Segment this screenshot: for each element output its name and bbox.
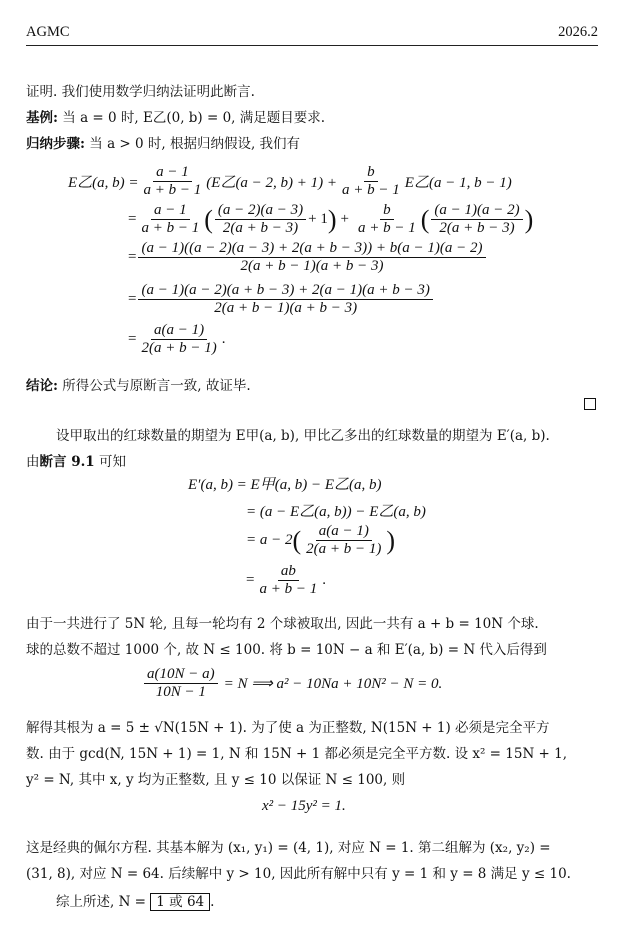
eq1-text: E乙(a − 1, b − 1) (404, 175, 512, 191)
eq3-frac: $\frac{a(10N - a)}{10N - 1}$ (144, 666, 218, 701)
proof-intro: 证明. 我们使用数学归纳法证明此断言. (26, 84, 255, 100)
eq2-text: = (a − E乙(a, b)) − E乙(a, b) (246, 504, 426, 520)
final-answer (56, 890, 214, 910)
eq2-text: E′(a, b) = E甲(a, b) − E乙(a, b) (188, 477, 382, 493)
eq1-row5: = $\frac{a(a - 1)}{2(a + b - 1)}$ . (128, 322, 226, 356)
text: 由 (26, 454, 40, 470)
eq1-frac: $\frac{(a - 1)((a - 2)(a - 3) + 2(a + b - 3)) + b(a - 1)(a - 2)}{2(a + b - 1)(a + b - 3)}$ (138, 240, 485, 275)
eq1-frac: $\frac{b}{a + b - 1}$ (357, 202, 416, 236)
step-label: 归纳步骤: (26, 136, 85, 152)
assertion-ref: 断言 9.1 (39, 454, 95, 470)
eq2-row4: = $\frac{ab}{a + b - 1}$ . (246, 563, 326, 597)
para1-line2 (26, 450, 126, 470)
eq-sign: = (128, 211, 137, 227)
base-case (26, 106, 325, 126)
eq1-frac: $\frac{a - 1}{a + b - 1}$ (143, 164, 202, 198)
eq1-row4 (128, 282, 435, 317)
answer-box: 1 或 64 (150, 893, 210, 911)
eq4 (262, 798, 346, 815)
base-text: 当 a = 0 时, E乙(0, b) = 0, 满足题目要求. (62, 110, 326, 126)
page-header (26, 24, 598, 46)
eq1-row2: = $\frac{a - 1}{a + b - 1}$ ( $\frac{(a - 2)(a - 3)}{2(a + b - 3)}$ + 1 ) + $\frac{b}{a + b - 1}$ ( $\frac{(a - 1)(a - 2)}{2(a + b - 3)}$ ) (128, 202, 534, 236)
eq-sign: = (128, 331, 137, 347)
header-rule (26, 45, 598, 46)
para1-line1: 设甲取出的红球数量的期望为 E甲(a, b), 甲比乙多出的红球数量的期望为 E′(a, b). (56, 428, 550, 444)
para4-line2: (31, 8), 对应 N = 64. 后续解中 y > 10, 因此所有解中只有 y = 1 和 y = 8 满足 y ≤ 10. (26, 866, 571, 882)
conclusion-text: 所得公式与原断言一致, 故证毕. (62, 378, 251, 394)
para2-line1: 由于一共进行了 5N 轮, 且每一轮均有 2 个球被取出, 因此一共有 a + b = 10N 个球. (26, 616, 539, 632)
eq2-row2 (246, 500, 426, 521)
eq1-frac: $\frac{a(a - 1)}{2(a + b - 1)}$ (141, 322, 217, 356)
eq-sign: = (128, 291, 137, 307)
eq1-text: + (340, 211, 349, 227)
inductive-step (26, 132, 300, 152)
eq2-frac: $\frac{ab}{a + b - 1}$ (259, 563, 318, 597)
eq1-frac: $\frac{(a - 1)(a - 2)}{2(a + b - 3)}$ (431, 202, 522, 237)
eq1-row3 (128, 240, 488, 275)
eq1-frac: $\frac{b}{a + b - 1}$ (342, 164, 400, 198)
para4-line1: 这是经典的佩尔方程. 其基本解为 (x₁, y₁) = (4, 1), 对应 N = 1. 第二组解为 (x₂, y₂) = (26, 840, 551, 856)
eq3 (142, 666, 442, 701)
eq-sign: = (246, 572, 255, 588)
para2-line2: 球的总数不超过 1000 个, 故 N ≤ 100. 将 b = 10N − a 和 E′(a, b) = N 代入后得到 (26, 642, 547, 658)
conclusion (26, 374, 251, 394)
text: 可知 (98, 454, 126, 470)
para3-line1: 解得其根为 a = 5 ± √N(15N + 1). 为了使 a 为正整数, N(15N + 1) 必须是完全平方 (26, 720, 550, 736)
conclusion-label: 结论: (26, 378, 58, 394)
eq2-row3: = a − 2 ( $\frac{a(a - 1)}{2(a + b - 1)}$ ) (246, 523, 396, 557)
para3-line2: 数. 由于 gcd(N, 15N + 1) = 1, N 和 15N + 1 都必须是完全平方数. 设 x² = 15N + 1, (26, 746, 568, 762)
eq1-text: + 1 (308, 211, 328, 227)
base-label: 基例: (26, 110, 58, 126)
final-text: . (210, 894, 215, 910)
eq1-frac: $\frac{(a - 1)(a - 2)(a + b - 3) + 2(a - 1)(a + b - 3)}{2(a + b - 1)(a + b - 3)}$ (138, 282, 432, 317)
pell-equation: x² − 15y² = 1. (262, 798, 346, 814)
eq-sign: = (128, 249, 137, 265)
eq1-row1 (68, 164, 512, 199)
final-text: 综上所述, N = (56, 894, 146, 910)
step-text: 当 a > 0 时, 根据归纳假设, 我们有 (89, 136, 301, 152)
header-right: 2026.2 (558, 24, 598, 40)
eq3-text: = N ⟹ a² − 10Na + 10N² − N = 0. (223, 676, 443, 692)
qed-box-icon (584, 398, 596, 410)
eq1-lhs: E乙(a, b) = (68, 175, 139, 191)
eq2-row1 (188, 473, 381, 494)
para3-line3: y² = N, 其中 x, y 均为正整数, 且 y ≤ 10 以保证 N ≤ 100, 则 (26, 772, 406, 788)
eq2-text: = a − 2 (246, 532, 293, 548)
eq1-frac: $\frac{a - 1}{a + b - 1}$ (141, 202, 200, 236)
eq1-frac: $\frac{(a - 2)(a - 3)}{2(a + b - 3)}$ (215, 202, 306, 237)
eq2-frac: $\frac{a(a - 1)}{2(a + b - 1)}$ (306, 523, 382, 557)
eq1-text: (E乙(a − 2, b) + 1) + (206, 175, 338, 191)
header-left: AGMC (26, 24, 70, 40)
